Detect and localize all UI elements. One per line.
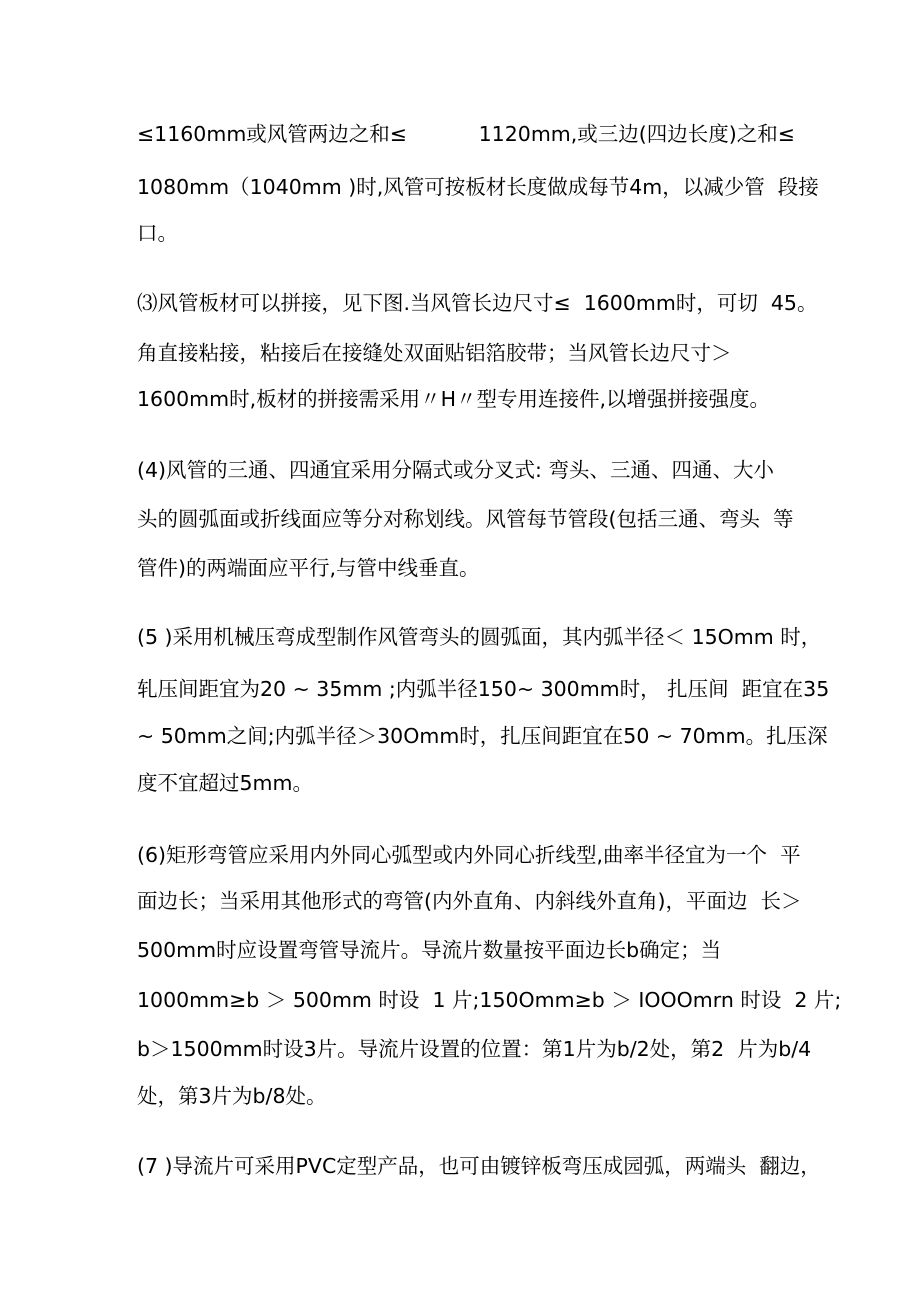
text-line: 1000mm≥b ＞ 500mm 时设 1 片;150Omm≥b ＞ IOOOmrn 时设 2 片; (137, 988, 842, 1012)
text-line: ~ 50mm之间;内弧半径＞30Omm时，扎压间距宜在50 ~ 70mm。扎压深 (137, 724, 828, 748)
text-line: 头的圆弧面或折线面应等分对称划线。风管每节管段(包括三通、弯头 等 (137, 507, 794, 531)
text-line: (6)矩形弯管应采用内外同心弧型或内外同心折线型,曲率半径宜为一个 平 (137, 843, 801, 867)
text-line: (4)风管的三通、四通宜采用分隔式或分叉式: 弯头、三通、四通、大小 (137, 458, 774, 482)
text-line: (5 )采用机械压弯成型制作风管弯头的圆弧面，其内弧半径＜ 15Omm 时， (137, 625, 822, 649)
text-line: 角直接粘接，粘接后在接缝处双面贴铝箔胶带；当风管长边尺寸＞ (137, 341, 732, 365)
text-line: 面边长；当采用其他形式的弯管(内外直角、内斜线外直角)，平面边 长＞ (137, 889, 802, 913)
text-line: ⑶风管板材可以拼接，见下图.当风管长边尺寸≤ 1600mm时，可切 45。 (137, 291, 818, 315)
text-line: 度不宜超过5mm。 (137, 771, 313, 795)
text-line: 1600mm时,板材的拼接需采用〃H〃型专用连接件,以增强拼接强度。 (137, 387, 771, 411)
text-line: b＞1500mm时设3片。导流片设置的位置：第1片为b/2处，第2 片为b/4 (137, 1037, 812, 1061)
text-line: 管件)的两端面应平行,与管中线垂直。 (137, 556, 480, 580)
text-line: 口。 (137, 221, 178, 245)
text-line: (7 )导流片可采用PVC定型产品，也可由镀锌板弯压成园弧，两端头 翻边， (137, 1154, 821, 1178)
text-line: 轧压间距宜为20 ~ 35mm ;内弧半径150~ 300mm时， 扎压间 距宜在35 (137, 677, 830, 701)
text-line: ≤1160mm或风管两边之和≤ 1120mm,或三边(四边长度)之和≤ (137, 122, 795, 146)
text-line: 500mm时应设置弯管导流片。导流片数量按平面边长b确定；当 (137, 938, 722, 962)
text-line: 1080mm（1040mm )时,风管可按板材长度做成每节4m，以减少管 段接 (137, 175, 819, 199)
text-line: 处，第3片为b/8处。 (137, 1084, 327, 1108)
